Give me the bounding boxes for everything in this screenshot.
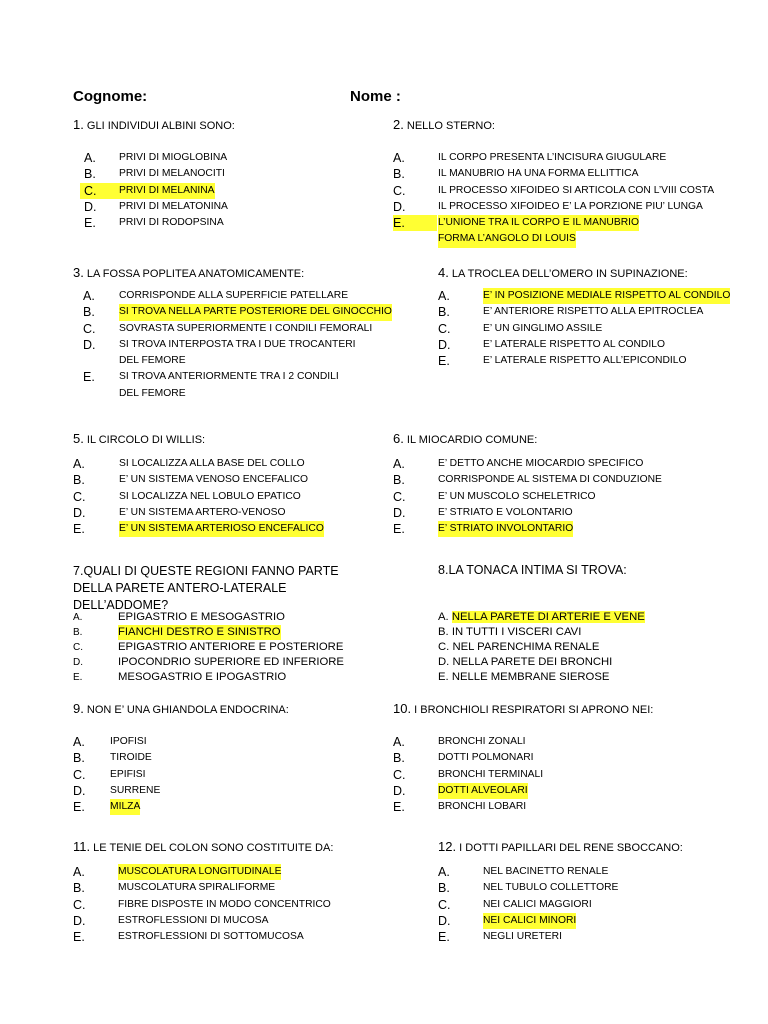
option-letter: B.	[438, 305, 450, 320]
options-q1	[80, 150, 380, 231]
option-letter: C.	[393, 489, 406, 504]
option-c[interactable]	[438, 321, 748, 337]
question-number: 2.	[393, 117, 404, 132]
option-b[interactable]	[438, 880, 738, 896]
question-9	[73, 702, 289, 717]
option-letter: C.	[73, 642, 83, 653]
option-letter: B.	[393, 473, 405, 488]
option-e[interactable]	[73, 799, 373, 815]
option-text: NEL PARENCHIMA RENALE	[452, 641, 600, 653]
option-text: BRONCHI ZONALI	[438, 736, 526, 747]
option-letter: C.	[73, 489, 86, 504]
option-letter: C.	[83, 321, 96, 336]
option-text: EPIGASTRIO E MESOGASTRIO	[118, 611, 285, 623]
option-c[interactable]	[393, 489, 743, 505]
question-text: IL CIRCOLO DI WILLIS:	[86, 434, 206, 446]
option-letter: E.	[73, 930, 85, 945]
option-c[interactable]	[393, 767, 693, 783]
option-text: IL CORPO PRESENTA L’INCISURA GIUGULARE	[438, 152, 667, 163]
option-letter: B.	[73, 751, 85, 766]
option-a[interactable]	[73, 734, 373, 750]
option-letter: D.	[73, 657, 83, 668]
option-a[interactable]	[73, 456, 383, 472]
option-text: ESTROFLESSIONI DI SOTTOMUCOSA	[118, 931, 304, 943]
question-text: GLI INDIVIDUI ALBINI SONO:	[86, 120, 235, 132]
options-q7	[73, 610, 383, 685]
option-e[interactable]	[80, 369, 380, 402]
option-d[interactable]	[73, 655, 383, 670]
option-text: SI TROVA INTERPOSTA TRA I DUE TROCANTERI	[119, 338, 356, 350]
option-letter: A.	[393, 151, 405, 165]
option-letter: D.	[73, 505, 86, 520]
option-letter: E.	[393, 215, 437, 231]
option-letter: E.	[83, 370, 95, 385]
option-d[interactable]	[73, 505, 383, 521]
option-letter: B.	[438, 626, 449, 638]
option-text-continued: DEL FEMORE	[119, 387, 186, 399]
name-label: Nome :	[350, 88, 401, 105]
option-text: IL MANUBRIO HA UNA FORMA ELLITTICA	[438, 168, 639, 180]
option-text: SI LOCALIZZA ALLA BASE DEL COLLO	[119, 458, 305, 469]
options-q10	[393, 734, 693, 815]
option-e[interactable]	[393, 521, 743, 537]
option-b[interactable]	[73, 880, 383, 896]
option-text-continued: DEL FEMORE	[119, 355, 186, 367]
question-2	[393, 118, 495, 133]
option-b[interactable]	[438, 625, 738, 640]
option-text: CORRISPONDE AL SISTEMA DI CONDUZIONE	[438, 474, 662, 486]
options-q3	[80, 288, 392, 402]
option-letter: D.	[393, 783, 406, 798]
option-a[interactable]	[73, 864, 383, 880]
option-text-continued: FORMA L’ANGOLO DI LOUIS	[438, 231, 576, 247]
question-text: NELLO STERNO:	[406, 120, 495, 132]
question-number: 1.	[73, 117, 84, 132]
option-c[interactable]	[80, 321, 380, 337]
option-text: E’ DETTO ANCHE MIOCARDIO SPECIFICO	[438, 458, 644, 469]
option-letter: A.	[73, 865, 85, 879]
option-text: SI LOCALIZZA NEL LOBULO EPATICO	[119, 490, 301, 502]
option-text: E’ STRIATO E VOLONTARIO	[438, 506, 573, 518]
option-text: E’ UN SISTEMA ARTERIOSO ENCEFALICO	[119, 521, 324, 537]
option-c[interactable]	[438, 640, 738, 655]
option-text: MESOGASTRIO E IPOGASTRIO	[118, 671, 287, 683]
option-text: IL PROCESSO XIFOIDEO SI ARTICOLA CON L’VIII COSTA	[438, 184, 715, 196]
option-text: PRIVI DI MELANOCITI	[119, 168, 225, 180]
option-letter: E.	[393, 800, 405, 815]
option-b[interactable]	[73, 750, 373, 766]
option-letter: A.	[393, 735, 405, 749]
option-letter: E.	[393, 522, 405, 537]
option-d[interactable]	[393, 783, 693, 799]
option-letter: C.	[438, 641, 450, 653]
option-text: NEL TUBULO COLLETTORE	[483, 882, 619, 894]
options-q6	[393, 456, 743, 537]
option-letter: D.	[84, 199, 97, 214]
option-letter: E.	[84, 216, 96, 231]
question-text: NON E’ UNA GHIANDOLA ENDOCRINA:	[86, 704, 289, 716]
question-number: 7.	[73, 564, 84, 578]
option-letter: C.	[73, 767, 86, 782]
question-text: I DOTTI PAPILLARI DEL RENE SBOCCANO:	[459, 842, 683, 854]
option-b[interactable]	[393, 166, 743, 182]
option-letter: B.	[73, 473, 85, 488]
options-q11	[73, 864, 383, 945]
options-q9	[73, 734, 373, 815]
option-e[interactable]	[393, 215, 743, 248]
option-a[interactable]	[80, 288, 380, 304]
question-text: IL MIOCARDIO COMUNE:	[406, 434, 538, 446]
option-letter: A.	[393, 457, 405, 471]
option-d[interactable]	[438, 913, 738, 929]
option-text: E’ UN GINGLIMO ASSILE	[483, 322, 603, 334]
option-letter: C.	[80, 183, 127, 199]
options-q4	[438, 288, 748, 369]
option-d[interactable]	[393, 505, 743, 521]
option-letter: B.	[393, 751, 405, 766]
question-number: 9.	[73, 701, 84, 716]
option-letter: E.	[438, 930, 450, 945]
question-text: I BRONCHIOLI RESPIRATORI SI APRONO NEI:	[414, 704, 654, 716]
question-8	[438, 563, 627, 577]
option-b[interactable]	[438, 304, 748, 320]
option-letter: C.	[438, 321, 451, 336]
option-text: IN TUTTI I VISCERI CAVI	[451, 626, 582, 638]
option-text: ESTROFLESSIONI DI MUCOSA	[118, 914, 269, 926]
question-4	[438, 266, 688, 281]
question-number: 3.	[73, 265, 84, 280]
option-c[interactable]	[438, 897, 738, 913]
option-text: NEGLI URETERI	[483, 931, 562, 943]
option-letter: B.	[84, 167, 96, 182]
option-letter: E.	[438, 354, 450, 369]
option-text: E’ IN POSIZIONE MEDIALE RISPETTO AL CONDILO	[483, 288, 730, 304]
question-7	[73, 563, 373, 614]
option-letter: E.	[438, 671, 449, 683]
option-text: E’ UN SISTEMA ARTERO-VENOSO	[119, 506, 286, 518]
option-text: E’ UN MUSCOLO SCHELETRICO	[438, 490, 596, 502]
option-letter: D.	[73, 913, 86, 928]
option-c[interactable]	[80, 183, 380, 199]
option-c[interactable]	[73, 897, 383, 913]
option-letter: B.	[393, 167, 405, 182]
question-text: LE TENIE DEL COLON SONO COSTITUITE DA:	[93, 842, 334, 854]
option-d[interactable]	[73, 913, 383, 929]
question-6	[393, 432, 537, 447]
option-text: SOVRASTA SUPERIORMENTE I CONDILI FEMORALI	[119, 322, 373, 334]
option-e[interactable]	[73, 521, 383, 537]
option-text: E’ STRIATO INVOLONTARIO	[438, 521, 573, 537]
option-text: MUSCOLATURA SPIRALIFORME	[118, 882, 276, 894]
option-d[interactable]	[393, 199, 743, 215]
option-text: NELLA PARETE DEI BRONCHI	[452, 656, 613, 668]
option-text: CORRISPONDE ALLA SUPERFICIE PATELLARE	[119, 290, 349, 301]
option-letter: C.	[438, 897, 451, 912]
option-letter: B.	[73, 881, 85, 896]
options-q2	[393, 150, 743, 248]
option-letter: C.	[393, 183, 406, 198]
option-text: SI TROVA ANTERIORMENTE TRA I 2 CONDILI	[119, 371, 339, 383]
option-b[interactable]	[393, 472, 743, 488]
question-text: QUALI DI QUESTE REGIONI FANNO PARTE DELLA PARETE ANTERO-LATERALE DELL’ADDOME?	[73, 564, 339, 612]
option-a[interactable]	[73, 610, 383, 625]
option-letter: B.	[83, 305, 95, 320]
option-letter: E.	[73, 672, 83, 683]
option-text: PRIVI DI RODOPSINA	[119, 217, 224, 229]
question-number: 10.	[393, 701, 412, 716]
question-12	[438, 840, 683, 855]
options-q8	[438, 610, 738, 685]
option-text: NELLE MEMBRANE SIEROSE	[451, 671, 610, 683]
option-text: E’ UN SISTEMA VENOSO ENCEFALICO	[119, 474, 309, 486]
option-text: DOTTI ALVEOLARI	[438, 783, 528, 799]
option-c[interactable]	[73, 767, 373, 783]
option-b[interactable]	[73, 472, 383, 488]
option-text: E’ LATERALE RISPETTO ALL’EPICONDILO	[483, 355, 687, 367]
option-text: MILZA	[110, 799, 140, 815]
option-a[interactable]	[393, 734, 693, 750]
option-text: MUSCOLATURA LONGITUDINALE	[118, 864, 281, 880]
option-text: NEI CALICI MINORI	[483, 913, 576, 929]
option-b[interactable]	[393, 750, 693, 766]
option-e[interactable]	[73, 670, 383, 685]
option-text: SURRENE	[110, 784, 161, 796]
option-letter: D.	[438, 656, 450, 668]
option-text: NEI CALICI MAGGIORI	[483, 898, 592, 910]
option-text: FIANCHI DESTRO E SINISTRO	[118, 626, 281, 638]
option-text: E’ LATERALE RISPETTO AL CONDILO	[483, 338, 665, 350]
option-text: PRIVI DI MELANINA	[119, 183, 215, 199]
option-text: IL PROCESSO XIFOIDEO E’ LA PORZIONE PIU’ LUNGA	[438, 200, 703, 212]
question-text: LA FOSSA POPLITEA ANATOMICAMENTE:	[86, 268, 305, 280]
option-text: L’UNIONE TRA IL CORPO E IL MANUBRIO	[438, 215, 639, 231]
option-letter: E.	[73, 800, 85, 815]
question-1	[73, 118, 235, 133]
option-letter: D.	[73, 783, 86, 798]
options-q12	[438, 864, 738, 945]
option-e[interactable]	[438, 929, 738, 945]
option-text: DOTTI POLMONARI	[438, 752, 534, 764]
option-letter: D.	[393, 199, 406, 214]
option-text: NELLA PARETE DI ARTERIE E VENE	[451, 611, 645, 623]
option-text: SI TROVA NELLA PARTE POSTERIORE DEL GINOCCHIO	[119, 304, 392, 320]
question-text: LA TROCLEA DELL’OMERO IN SUPINAZIONE:	[451, 268, 688, 280]
option-letter: D.	[393, 505, 406, 520]
question-text: LA TONACA INTIMA SI TROVA:	[448, 563, 627, 577]
option-letter: A.	[438, 865, 450, 879]
option-b[interactable]	[80, 166, 380, 182]
option-text: TIROIDE	[110, 752, 152, 764]
option-e[interactable]	[80, 215, 380, 231]
question-11	[73, 840, 333, 855]
option-letter: A.	[84, 151, 96, 165]
option-text: E’ ANTERIORE RISPETTO ALLA EPITROCLEA	[483, 306, 704, 318]
option-e[interactable]	[73, 929, 383, 945]
option-text: IPOCONDRIO SUPERIORE ED INFERIORE	[118, 656, 344, 668]
option-d[interactable]	[73, 783, 373, 799]
option-letter: A.	[438, 289, 450, 303]
option-text: EPIGASTRIO ANTERIORE E POSTERIORE	[118, 641, 344, 653]
option-b[interactable]	[80, 304, 392, 320]
question-number: 6.	[393, 431, 404, 446]
question-number: 8.	[438, 563, 449, 577]
option-text: PRIVI DI MELATONINA	[119, 200, 228, 212]
surname-label: Cognome:	[73, 88, 148, 105]
option-e[interactable]	[438, 670, 738, 685]
option-letter: D.	[83, 337, 96, 352]
option-letter: C.	[393, 767, 406, 782]
option-d[interactable]	[438, 337, 748, 353]
option-c[interactable]	[73, 489, 383, 505]
question-number: 12.	[438, 839, 457, 854]
question-10	[393, 702, 653, 717]
question-number: 5.	[73, 431, 84, 446]
option-a[interactable]	[438, 288, 748, 304]
option-letter: D.	[438, 337, 451, 352]
option-letter: A.	[438, 611, 449, 623]
option-text: PRIVI DI MIOGLOBINA	[119, 152, 228, 163]
option-letter: C.	[73, 897, 86, 912]
option-a[interactable]	[438, 864, 738, 880]
question-3	[73, 266, 304, 281]
option-a[interactable]	[438, 610, 738, 625]
option-text: IPOFISI	[110, 736, 147, 747]
question-5	[73, 432, 205, 447]
option-letter: E.	[73, 522, 85, 537]
option-letter: B.	[438, 881, 450, 896]
option-text: FIBRE DISPOSTE IN MODO CONCENTRICO	[118, 898, 331, 910]
option-e[interactable]	[438, 353, 748, 369]
option-text: NEL BACINETTO RENALE	[483, 866, 609, 877]
option-a[interactable]	[393, 456, 743, 472]
option-d[interactable]	[438, 655, 738, 670]
option-letter: A.	[73, 457, 85, 471]
option-letter: B.	[73, 627, 83, 638]
option-b[interactable]	[73, 625, 383, 640]
option-text: EPIFISI	[110, 768, 146, 780]
option-c[interactable]	[73, 640, 383, 655]
option-letter: D.	[438, 913, 451, 928]
question-number: 4.	[438, 265, 449, 280]
option-e[interactable]	[393, 799, 693, 815]
option-letter: A.	[73, 735, 85, 749]
option-text: BRONCHI LOBARI	[438, 801, 527, 813]
option-d[interactable]	[80, 337, 380, 370]
options-q5	[73, 456, 383, 537]
option-c[interactable]	[393, 183, 743, 199]
option-d[interactable]	[80, 199, 380, 215]
option-a[interactable]	[393, 150, 743, 166]
question-number: 11.	[73, 839, 91, 854]
option-a[interactable]	[80, 150, 380, 166]
option-text: BRONCHI TERMINALI	[438, 768, 544, 780]
option-letter: A.	[73, 612, 83, 623]
option-letter: A.	[83, 289, 95, 303]
